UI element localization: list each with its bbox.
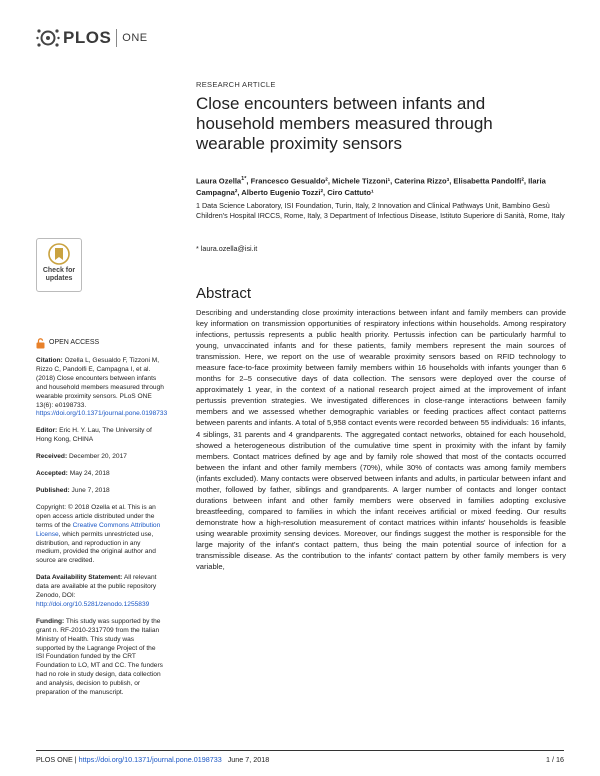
data-availability-block: Data Availability Statement: All relevant data are available at the public repository Zenodo, DOI: http://doi.org/10.5281/zenodo.1255839 (36, 574, 157, 608)
plos-one-logo (36, 24, 156, 52)
page-number: 1 / 16 (546, 755, 564, 764)
citation-doi-link[interactable]: https://doi.org/10.1371/journal.pone.0198733 (36, 410, 168, 418)
zenodo-link[interactable]: http://doi.org/10.5281/zenodo.1255839 (36, 600, 150, 608)
check-for-updates-badge[interactable] (36, 238, 82, 292)
footer-separator: | (72, 755, 79, 764)
citation-block: Citation: Ozella L, Gesualdo F, Tizzoni M, Rizzo C, Pandolfi E, Campagna I, et al. (2018) Close encounters between infants and household members measured through wearable proximity sensors. PLoS ONE 13(6): e0198733. https://doi.org/10.1371/journal.pone.0198733 (36, 357, 168, 418)
corresponding-email[interactable]: * laura.ozella@isi.it (196, 244, 258, 253)
affiliations: 1 Data Science Laboratory, ISI Foundation, Turin, Italy, 2 Innovation and Clinical Pathways Unit, Bambino Gesù Children's Hospital IRCCS, Rome, Italy, 3 Department of Infectious Disease, Istituto Superiore di Sanità, Rome, Italy (196, 201, 565, 220)
article-title: Close encounters between infants and household members measured through wearable proximity sensors (196, 94, 493, 153)
open-access-label: OPEN ACCESS (49, 339, 100, 347)
open-lock-icon (36, 338, 45, 349)
funding-block: Funding: This study was supported by the grant n. RF-2010-2317709 from the Italian Ministry of Health. This study was supported by the Lagrange Project of the ISI Foundation funded by the CRT Foundation to LO, MT and CC. The funders had no role in study design, data collection and analysis, decision to publish, or preparation of the manuscript. (36, 617, 163, 697)
author-separator: , (246, 176, 251, 186)
bookmark-icon (48, 243, 70, 265)
published-block: Published: June 7, 2018 (36, 486, 110, 494)
footer-date: June 7, 2018 (227, 755, 270, 764)
footer-doi-link[interactable]: https://doi.org/10.1371/journal.pone.0198733 (78, 755, 222, 764)
brand-journal: ONE (122, 32, 148, 44)
page-footer (36, 755, 564, 764)
abstract-heading: Abstract (196, 285, 252, 302)
brand-name: PLOS (63, 28, 112, 47)
copyright-block: Copyright: © 2018 Ozella et al. This is an open access article distributed under the terms of the Creative Commons Attribution License, which permits unrestricted use, distribution, and reproduction in any medium, provided the original author and source are credited. (36, 503, 161, 565)
other-authors: Francesco Gesualdo², Michele Tizzoni¹, Caterina Rizzo³, Elisabetta Pandolfi², Ilaria Campagna², Alberto Eugenio Tozzi², Ciro Cattuto¹ (196, 176, 546, 197)
first-author-affiliation: 1* (241, 176, 247, 182)
editor-block: Editor: Eric H. Y. Lau, The University of Hong Kong, CHINA (36, 427, 152, 444)
article-type: RESEARCH ARTICLE (196, 80, 276, 89)
footer-divider (36, 750, 564, 751)
article-sidebar (36, 338, 168, 706)
plos-dots-icon (36, 27, 60, 49)
abstract-body: Describing and understanding close proximity interactions between infant and family members can provide key information on transmission opportunities of respiratory infections within households. Among respiratory infections, pertussis represents a public health priority. Pertussis infection can be particularly harmful to young, unvaccinated infants and for these patients, family members represent the main sources of transmission. Here, we report on the use of wearable proximity sensors based on RFID technology to measure face-to-face proximity between family members within 16 households with infants younger than 6 months for 2–5 consecutive days of data collection. The sensors were deployed over the course of approximately 1 year, in the context of a national research project aimed at the improvement of infant pertussis prevention strategies. We investigated differences in close-range interactions between family members and we assessed whether demographic variables or feeding practices affect contact patterns between parents and infants. A total of 5,958 contact events were recorded between 55 individuals: 16 infants, 4 siblings, 31 parents and 4 grandparents. The aggregated contact networks, obtained for each household, showed a heterogeneous distribution of the cumulative time spent in proximity with the infant by family members. Contact matrices defined by age and by family role showed that most of the contacts occurred between the infant and other family members (70%), while 30% of contacts was among family members (infants excluded). Many contacts were observed between infants and adults, in particular between infant and mother, followed by father, siblings and grandparents. A larger number of contacts and longer contact durations between infant and other family members were observed in families adopting exclusive breastfeeding, compared to families in which the infant receives artificial or mixed feeding. Our results demonstrate how a high-resolution measurement of contact matrices within infants' households is feasible using wearable proximity sensing devices. Moreover, our findings suggest the mother is responsible for the large majority of the infant's contact pattern, thus being the main potential source of infection for a transmissible disease. As the contribution to the infants' contact pattern by other family members is very variable, (196, 308, 566, 572)
license-link[interactable]: Creative Commons Attribution License (36, 521, 161, 538)
accepted-block: Accepted: May 24, 2018 (36, 470, 110, 478)
brand-divider (116, 29, 117, 47)
footer-journal: PLOS ONE (36, 755, 73, 764)
first-author: Laura Ozella (196, 176, 242, 186)
received-block: Received: December 20, 2017 (36, 453, 127, 461)
badge-label: Check for updates (42, 267, 76, 282)
open-access-row (36, 338, 164, 349)
author-list (196, 174, 566, 198)
